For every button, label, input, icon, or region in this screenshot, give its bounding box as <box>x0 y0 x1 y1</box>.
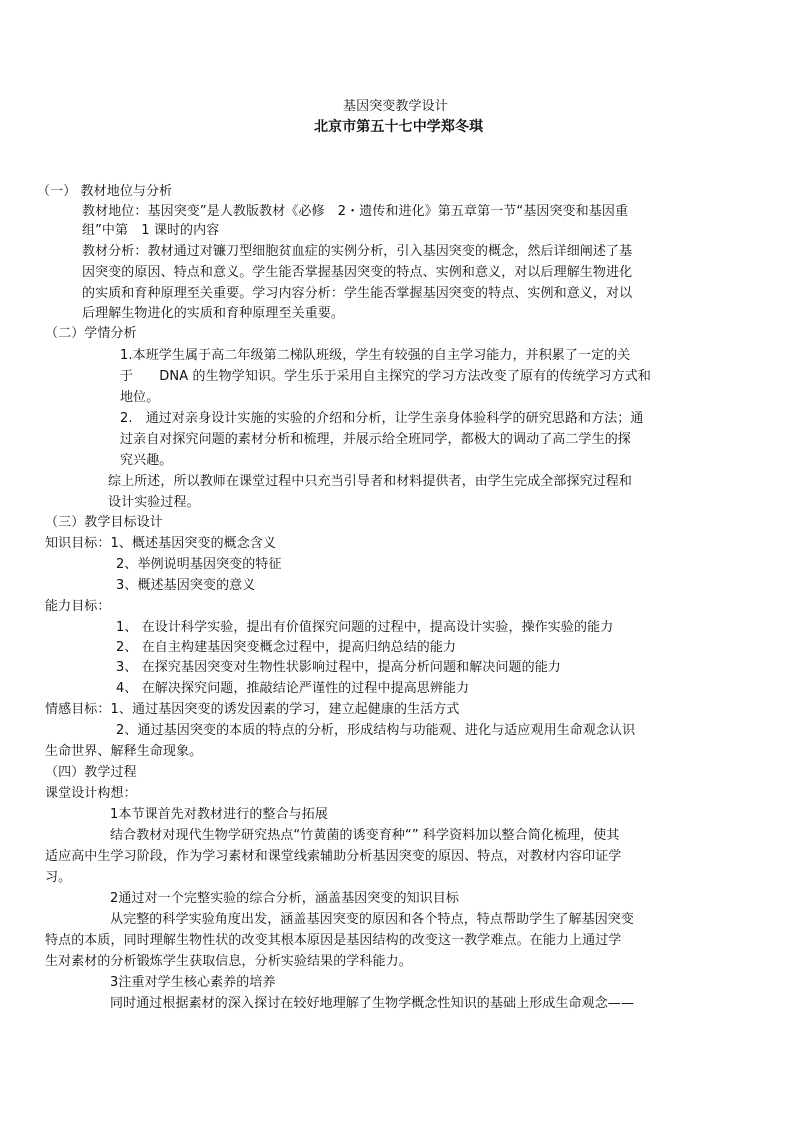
paragraph-line: 教材分析：教材通过对镰刀型细胞贫血症的实例分析，引入基因突变的概念，然后详细阐述了基 <box>82 244 633 259</box>
paragraph-line: 的实质和育种原理至关重要。学习内容分析：学生能否掌握基因突变的特点、实例和意义，对以 <box>82 286 633 301</box>
paragraph-line: 过亲自对探究问题的素材分析和梳理，并展示给全班同学，都极大的调动了高二学生的探 <box>120 432 631 447</box>
goal-line: 1、 在设计科学实验，提出有价值探究问题的过程中，提高设计实验，操作实验的能力 <box>116 620 614 635</box>
paragraph-line: 设计实验过程。 <box>108 495 200 510</box>
goal-line: 2、 在自主构建基因突变概念过程中，提高归纳总结的能力 <box>116 640 457 655</box>
goal-line: 2、举例说明基因突变的特征 <box>116 557 282 572</box>
goal-subheading: 能力目标： <box>45 599 111 614</box>
paragraph-line: 究兴趣。 <box>120 453 173 468</box>
paragraph-line: 2. 通过对亲身设计实施的实验的介绍和分析，让学生亲身体验科学的研究思路和方法；通 <box>120 411 644 426</box>
process-intro: 课堂设计构想： <box>45 786 137 801</box>
goal-line: 生命世界、解释生命现象。 <box>45 744 203 759</box>
paragraph-line: 适应高中生学习阶段，作为学习素材和课堂线索辅助分析基因突变的原因、特点，对教材内容印证学 <box>45 849 622 864</box>
goal-line: 3、 在探究基因突变对生物性状影响过程中，提高分析问题和解决问题的能力 <box>116 660 561 675</box>
paragraph-line: 组”中第 1 课时的内容 <box>82 223 220 238</box>
section-heading-students: （二）学情分析 <box>45 326 137 341</box>
paragraph-line: 因突变的原因、特点和意义。学生能否掌握基因突变的特点、实例和意义，对以后理解生物进化 <box>82 265 633 280</box>
section-heading-goals: （三）教学目标设计 <box>45 515 163 530</box>
paragraph-line: 特点的本质，同时理解生物性状的改变其根本原因是基因结构的改变这一教学难点。在能力上通过学 <box>45 933 622 948</box>
author-line: 北京市第五十七中学郑冬琪 <box>314 119 484 135</box>
paragraph-line: 习。 <box>45 870 72 885</box>
paragraph-line: 生对素材的分析锻炼学生获取信息，分析实验结果的学科能力。 <box>45 954 412 969</box>
goal-line: 知识目标：1、概述基因突变的概念含义 <box>45 536 277 551</box>
document-title: 基因突变教学设计 <box>343 99 448 114</box>
goal-line: 3、概述基因突变的意义 <box>116 578 256 593</box>
paragraph-line: 同时通过根据素材的深入探讨在较好地理解了生物学概念性知识的基础上形成生命观念—— <box>110 996 635 1011</box>
goal-line: 4、 在解决探究问题，推敲结论严谨性的过程中提高思辨能力 <box>116 681 470 696</box>
paragraph-line: 于 DNA 的生物学知识。学生乐于采用自主探究的学习方法改变了原有的传统学习方式和 <box>120 369 651 384</box>
paragraph-line: 1.本班学生属于高二年级第二梯队班级，学生有较强的自主学习能力，并积累了一定的关 <box>120 348 631 363</box>
process-point: 1本节课首先对教材进行的整合与拓展 <box>110 807 328 822</box>
section-heading-textbook: （一） 教材地位与分析 <box>37 184 173 199</box>
section-heading-process: （四）教学过程 <box>45 765 137 780</box>
process-point: 2通过对一个完整实验的综合分析，涵盖基因突变的知识目标 <box>110 891 459 906</box>
paragraph-line: 地位。 <box>120 390 160 405</box>
goal-line: 情感目标：1、通过基因突变的诱发因素的学习，建立起健康的生活方式 <box>45 702 460 717</box>
paragraph-line: 结合教材对现代生物学研究热点“竹黄菌的诱变育种“” 科学资料加以整合简化梳理，使其 <box>110 828 620 843</box>
paragraph-line: 综上所述，所以教师在课堂过程中只充当引导者和材料提供者，由学生完成全部探究过程和 <box>108 474 633 489</box>
paragraph-line: 教材地位：基因突变”是人教版教材《必修 2・遗传和进化》第五章第一节“基因突变和基因重 <box>82 204 629 219</box>
paragraph-line: 从完整的科学实验角度出发，涵盖基因突变的原因和各个特点，特点帮助学生了解基因突变 <box>110 912 635 927</box>
goal-line: 2、通过基因突变的本质的特点的分析，形成结构与功能观、进化与适应观用生命观念认识 <box>116 723 636 738</box>
process-point: 3注重对学生核心素养的培养 <box>110 975 276 990</box>
paragraph-line: 后理解生物进化的实质和育种原理至关重要。 <box>82 306 345 321</box>
